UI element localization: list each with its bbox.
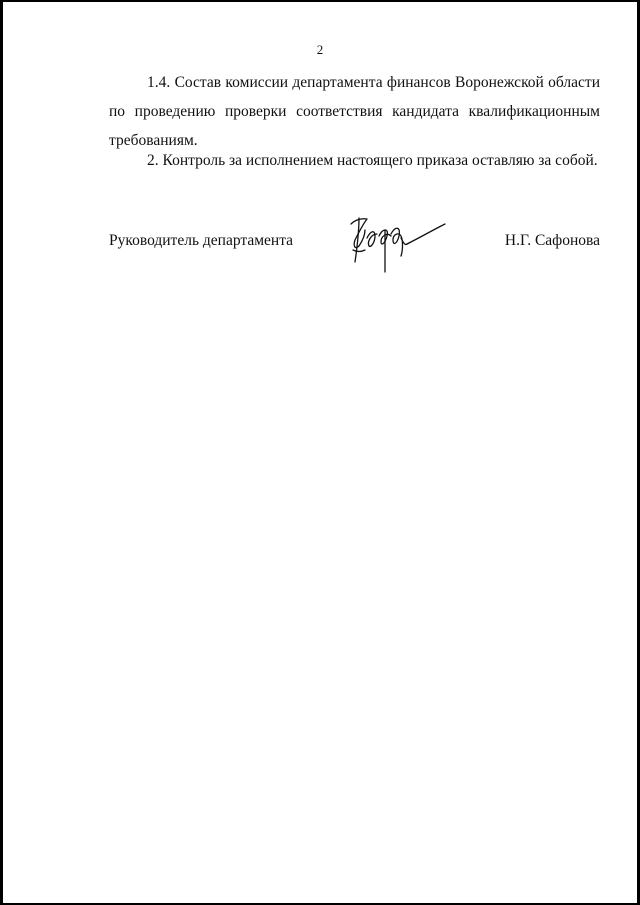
page-number: 2 [316,42,324,57]
clause-1-4-line-1: 1.4. Состав комиссии департамента финансов Воронежской области [147,74,600,91]
signer-position: Руководитель департамента [109,232,294,249]
clause-2-text: 2. Контроль за исполнением настоящего приказа оставляю за собой. [147,152,598,169]
signature-block [109,228,600,288]
clause-1-4-paragraph [109,68,600,126]
clause-2-paragraph [109,146,600,175]
signer-name: Н.Г. Сафонова [504,232,600,249]
handwritten-signature [345,210,449,284]
page-border-top [0,0,640,2]
page-border-left [0,0,3,905]
clause-1-4-line-3: требованиям. [109,132,198,149]
clause-1-4-line-2: по проведению проверки соответствия кандидата квалификационным [109,103,600,120]
